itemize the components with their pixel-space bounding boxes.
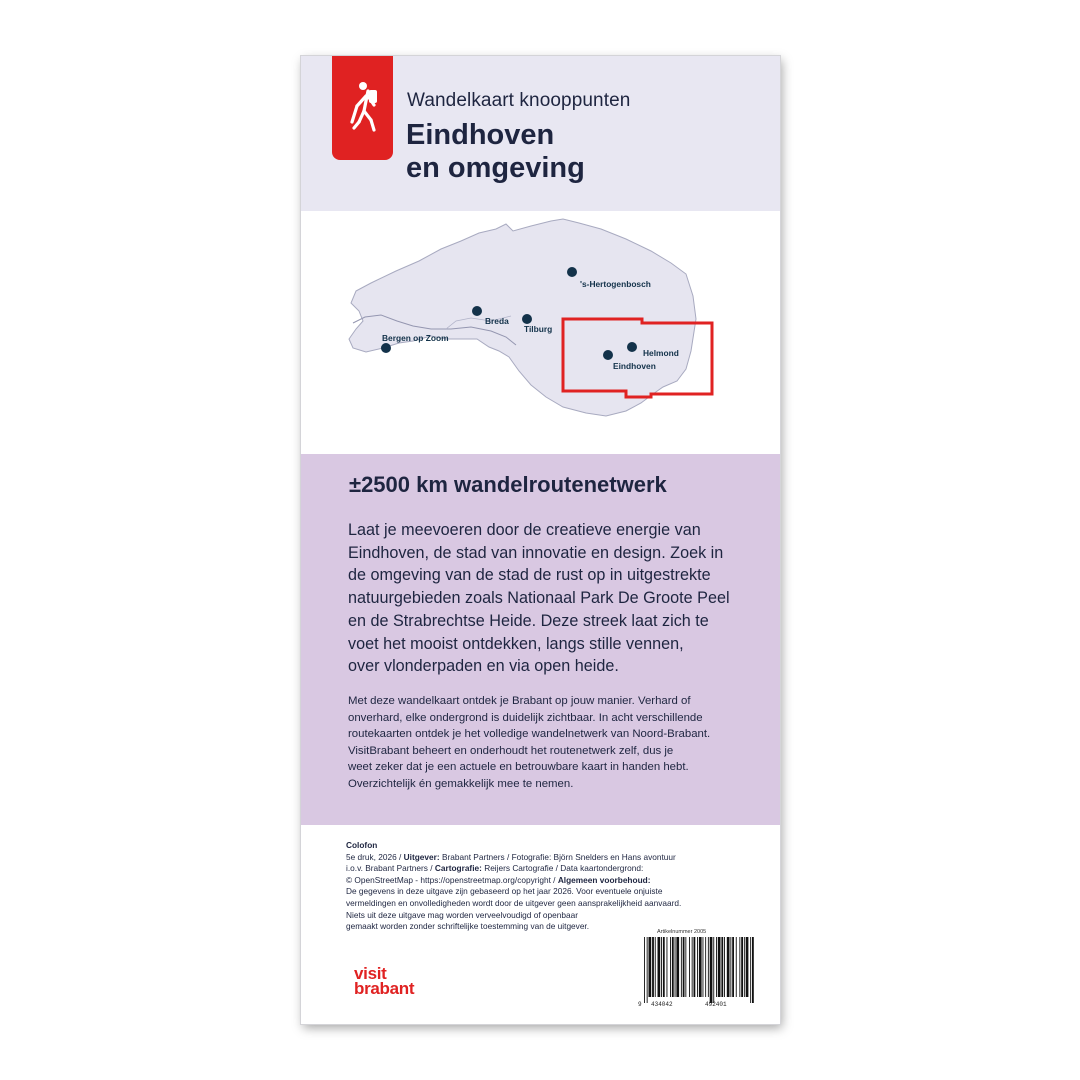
barcode-bar [667,937,668,997]
barcode-bar [713,937,714,1003]
barcode-bar [681,937,682,997]
logo-line-brabant: brabant [354,979,415,998]
city-label-bergen-op-zoom: Bergen op Zoom [382,333,449,343]
city-label-tilburg: Tilburg [524,324,553,334]
barcode-bar [675,937,676,997]
barcode-bar [692,937,693,997]
city-label-eindhoven: Eindhoven [613,361,656,371]
barcode-bar [721,937,723,997]
barcode-left-digits: 434042 [651,1001,673,1008]
body-line: Overzichtelijk én gemakkelijk mee te nemen. [348,777,574,790]
visitbrabant-logo [354,966,414,996]
cover-header [301,56,780,211]
hiker-icon [343,78,383,138]
barcode-bar [672,937,674,997]
barcode-bar [663,937,665,997]
intro-line: over vlonderpaden en via open heide. [348,657,619,676]
city-label-helmond: Helmond [643,348,679,358]
city-dot-bergen-op-zoom [381,343,391,353]
barcode-bar [708,937,709,997]
city-dot-hertogenbosch [567,267,577,277]
intro-paragraph [348,519,768,678]
hiking-badge [332,56,393,160]
barcode-bar [744,937,745,997]
city-label-hertogenbosch: 's-Hertogenbosch [580,279,651,289]
title-line-2: en omgeving [406,152,585,184]
body-line: onverhard, elke ondergrond is duidelijk zichtbaar. In acht verschillende [348,711,703,724]
barcode-bar [658,937,661,997]
barcode-bar [750,937,751,1003]
body-line: Met deze wandelkaart ontdek je Brabant op jouw manier. Verhard of [348,695,691,707]
barcode-bar [652,937,654,997]
barcode-bar [724,937,725,997]
colofon-line: i.o.v. Brabant Partners / Cartografie: Reijers Cartografie / Data kaartondergrond: [346,863,644,874]
intro-line: voet het mooist ontdekken, langs stille vennen, [348,634,684,653]
body-paragraph [348,693,768,793]
title-line-1: Eindhoven [406,119,555,151]
barcode-bar [727,937,730,997]
intro-line: en de Strabrechtse Heide. Deze streek laat zich te [348,611,709,630]
colofon-line: gemaakt worden zonder schriftelijke toestemming van de uitgever. [346,921,590,932]
barcode-bar [736,937,737,997]
barcode-bar [703,937,704,997]
barcode-bar [670,937,671,997]
barcode [642,937,756,1005]
body-line: routekaarten ontdek je het volledige wandelnetwerk van Noord-Brabant. [348,728,711,741]
intro-line: Eindhoven, de stad van innovatie en design. Zoek in [348,543,724,562]
barcode-bar [655,937,656,997]
body-line: weet zeker dat je een actuele en betrouwbare kaart in handen hebt. [348,761,689,774]
barcode-right-digits: 492401 [705,1001,727,1008]
barcode-prefix: 9 [638,1001,642,1008]
barcode-bar [705,937,706,997]
barcode-bar [661,937,662,997]
intro-line: de omgeving van de stad de rust op in uitgestrekte [348,566,711,585]
barcode-bar [718,937,721,997]
city-dot-tilburg [522,314,532,324]
article-number: Artikelnummer 2005 [657,929,707,935]
barcode-bar [647,937,648,1003]
barcode-bar [694,937,696,997]
body-line: VisitBrabant beheert en onderhoudt het routenetwerk zelf, dus je [348,744,674,757]
barcode-bar [746,937,749,997]
intro-line: natuurgebieden zoals Nationaal Park De Groote Peel [348,589,730,608]
city-dot-eindhoven [603,350,613,360]
barcode-bar [683,937,685,997]
map-series-subtitle: Wandelkaart knooppunten [407,90,631,111]
colofon [346,840,776,933]
barcode-bar [741,937,743,997]
colofon-line: 5e druk, 2026 / Uitgever: Brabant Partners / Fotografie: Björn Snelders en Hans avontuur [346,851,676,862]
barcode-bar [730,937,731,997]
barcode-bar [699,937,702,997]
barcode-bar [752,937,754,1003]
barcode-bar [644,937,645,1003]
map-back-cover [301,56,780,1024]
colofon-line: De gegevens in deze uitgave zijn gebaseerd op het jaar 2026. Voor eventuele onjuiste [346,886,663,897]
barcode-bar [710,937,713,1003]
colofon-heading: Colofon [346,840,378,850]
barcode-bar [685,937,686,997]
logo-line-visit: visit [354,964,387,983]
colofon-line: vermeldingen en onvolledigheden wordt door de uitgever geen aansprakelijkheid aanvaard. [346,897,682,908]
barcode-bar [716,937,717,997]
barcode-bar [739,937,740,997]
city-dot-helmond [627,342,637,352]
barcode-bar [697,937,698,997]
colofon-line: © OpenStreetMap - https://openstreetmap.org/copyright / Algemeen voorbehoud: [346,874,651,885]
map-title [406,119,585,185]
barcode-bar [689,937,690,997]
city-label-breda: Breda [485,316,509,326]
region-map [301,211,780,454]
barcode-bar [732,937,734,997]
city-dot-breda [472,306,482,316]
network-heading: ±2500 km wandelroutenetwerk [349,472,667,497]
barcode-bar [676,937,679,997]
intro-line: Laat je meevoeren door de creatieve energie van [348,521,701,539]
colofon-line: Niets uit deze uitgave mag worden verveelvoudigd of openbaar [346,909,578,920]
barcode-bar [649,937,652,997]
